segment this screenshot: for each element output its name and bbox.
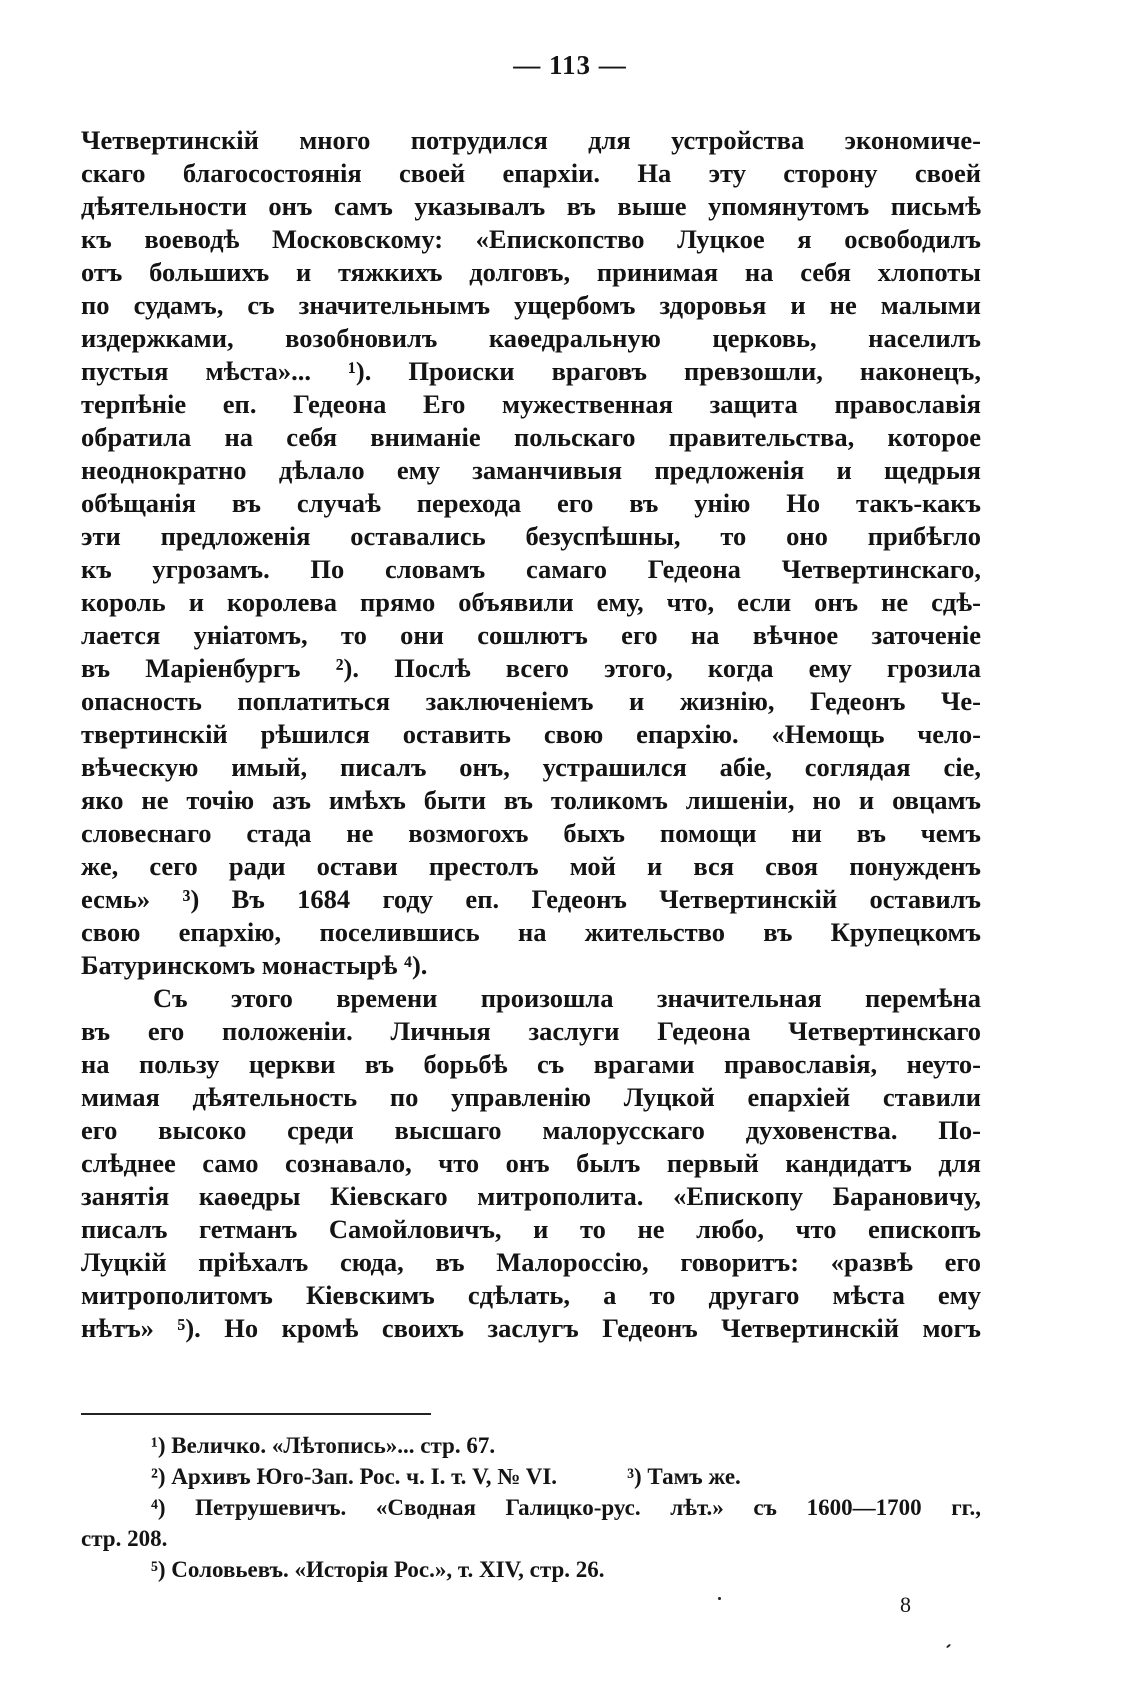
text-line: въ Маріенбургъ ²). Послѣ всего этого, когда ему грозила (81, 653, 981, 683)
footnote-5: ⁵) Соловьевъ. «Исторія Рос.», т. XIV, стр. 26. (151, 1557, 605, 1582)
footnote-3: ³) Тамъ же. (627, 1464, 741, 1489)
text-line: митрополитомъ Кіевскимъ сдѣлать, а то другаго мѣста ему (81, 1280, 981, 1310)
text-line: на пользу церкви въ борьбѣ съ врагами православія, неуто- (81, 1049, 981, 1079)
footnote-divider (81, 1413, 431, 1415)
text-line: слѣднее само сознавало, что онъ былъ первый кандидатъ для (81, 1148, 981, 1178)
text-line: обратила на себя вниманіе польскаго правительства, которое (81, 422, 981, 452)
text-line: терпѣніе еп. Гедеона Его мужественная защита православія (81, 389, 981, 419)
footnote-2: ²) Архивъ Юго-Зап. Рос. ч. I. т. V, № VI. (151, 1464, 558, 1489)
footnote-4-continuation: стр. 208. (81, 1526, 168, 1551)
paragraph-start-line: Съ этого времени произошла значительная перемѣна (153, 983, 981, 1013)
text-line: яко не точію азъ имѣхъ быти въ толикомъ лишеніи, но и овцамъ (81, 785, 981, 815)
text-line: по судамъ, съ значительнымъ ущербомъ здоровья и не малыми (81, 290, 981, 320)
text-line: вѣческую имый, писалъ онъ, устрашился абіе, соглядая сіе, (81, 752, 981, 782)
text-line: отъ большихъ и тяжкихъ долговъ, принимая на себя хлопоты (81, 257, 981, 287)
text-line: скаго благосостоянія своей епархіи. На эту сторону своей (81, 158, 981, 188)
body-text (81, 124, 981, 1345)
text-line: издержками, возобновилъ каѳедральную церковь, населилъ (81, 323, 981, 353)
footnote-1: ¹) Величко. «Лѣтопись»... стр. 67. (151, 1433, 496, 1458)
text-line: словеснаго стада не возмогохъ быхъ помощи ни въ чемъ (81, 818, 981, 848)
text-line: писалъ гетманъ Самойловичъ, и то не любо, что епископъ (81, 1214, 981, 1244)
text-line: есмь» ³) Въ 1684 году еп. Гедеонъ Четвертинскій оставилъ (81, 884, 981, 914)
text-line: твертинскій рѣшился оставить свою епархію. «Немощь чело- (81, 719, 981, 749)
text-line: Четвертинскій много потрудился для устройства экономиче- (81, 125, 981, 155)
text-line: нѣтъ» ⁵). Но кромѣ своихъ заслугъ Гедеонъ Четвертинскій могъ (81, 1313, 981, 1343)
text-line: мимая дѣятельность по управленію Луцкой епархіей ставили (81, 1082, 981, 1112)
scan-speck (946, 1644, 951, 1649)
text-line: обѣщанія въ случаѣ перехода его въ унію Но такъ-какъ (81, 488, 981, 518)
text-line: въ его положеніи. Личныя заслуги Гедеона Четвертинскаго (81, 1016, 981, 1046)
text-line: опасность поплатиться заключеніемъ и жизнію, Гедеонъ Че- (81, 686, 981, 716)
text-line: лается уніатомъ, то они сошлютъ его на вѣчное заточеніе (81, 620, 981, 650)
text-line: неоднократно дѣлало ему заманчивыя предложенія и щедрыя (81, 455, 981, 485)
footnotes (81, 1430, 981, 1585)
text-line: къ воеводѣ Московскому: «Епископство Луцкое я освободилъ (81, 224, 981, 254)
text-line: дѣятельности онъ самъ указывалъ въ выше упомянутомъ письмѣ (81, 191, 981, 221)
text-line: пустыя мѣста»... ¹). Происки враговъ превзошли, наконецъ, (81, 356, 981, 386)
text-line: Батуринскомъ монастырѣ ⁴). (81, 950, 428, 980)
footnote-4: ⁴) Петрушевичъ. «Сводная Галицко-рус. лѣт.» съ 1600—1700 гг., (151, 1495, 981, 1520)
footnote-2-3-line (81, 1461, 981, 1492)
text-line: король и королева прямо объявили ему, что, если онъ не сдѣ- (81, 587, 981, 617)
page-number: — 113 — (513, 50, 627, 80)
scan-speck (718, 1597, 721, 1600)
text-line: занятія каѳедры Кіевскаго митрополита. «Епископу Барановичу, (81, 1181, 981, 1211)
text-line: эти предложенія оставались безуспѣшны, то оно прибѣгло (81, 521, 981, 551)
text-line: свою епархію, поселившись на жительство въ Крупецкомъ (81, 917, 981, 947)
text-line: къ угрозамъ. По словамъ самаго Гедеона Четвертинскаго, (81, 554, 981, 584)
signature-mark: 8 (900, 1592, 911, 1617)
text-line: его высоко среди высшаго малорусскаго духовенства. По- (81, 1115, 981, 1145)
text-line: Луцкій пріѣхалъ сюда, въ Малороссію, говоритъ: «развѣ его (81, 1247, 981, 1277)
text-line: же, сего ради остави престолъ мой и вся своя понужденъ (81, 851, 981, 881)
